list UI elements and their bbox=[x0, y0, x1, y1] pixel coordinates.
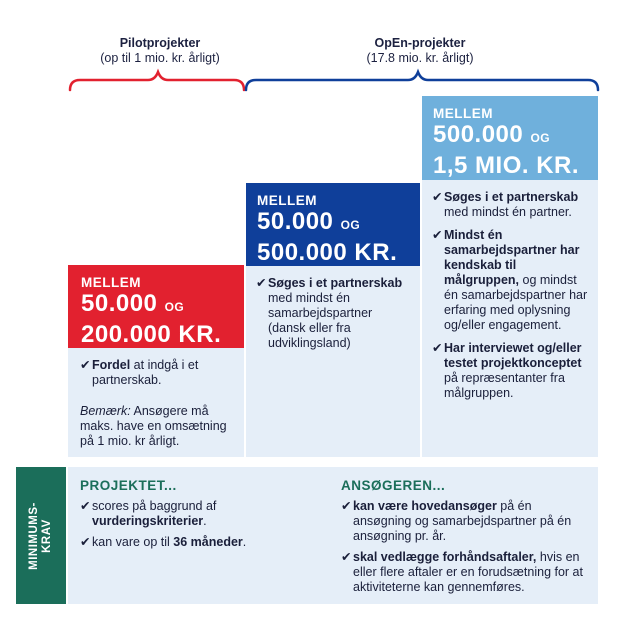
tier1-header bbox=[68, 265, 244, 348]
ansoger-item-2 bbox=[341, 550, 591, 595]
tier2-mellem: MELLEM bbox=[257, 193, 317, 208]
projekt-item-1-post: . bbox=[203, 514, 207, 528]
tier3-item-3-bold: Har interviewet og/eller testet projektkonceptet bbox=[444, 341, 582, 370]
tier2-item-1-text: med mindst én samarbejdspartner (dansk eller fra udviklingsland) bbox=[268, 291, 373, 350]
tier1-from: 50.000 bbox=[81, 290, 158, 317]
tier3-to: 1,5 MIO. KR. bbox=[433, 152, 580, 179]
check-icon: ✔ bbox=[256, 276, 267, 290]
ansoger-item-2-post: hvis en eller flere aftaler er en forudsætning for at aktiviteterne kan gennemføres. bbox=[353, 550, 583, 594]
minimum-sidebar bbox=[16, 467, 66, 604]
check-icon: ✔ bbox=[80, 499, 91, 513]
tier3-item-2-text: og mindst én samarbejdspartner har erfaring med oplysning og/eller engagement. bbox=[444, 273, 588, 332]
tier1-to: 200.000 KR. bbox=[81, 321, 222, 348]
ansoger-item-1-post: på én ansøgning og samarbejdspartner på én ansøgning pr. år. bbox=[353, 499, 572, 543]
bracket-lines bbox=[0, 0, 627, 100]
tier1-item-1-bold: Fordel bbox=[92, 358, 131, 372]
check-icon: ✔ bbox=[432, 341, 443, 355]
ansoger-item-2-bold: skal vedlægge forhåndsaftaler, bbox=[353, 550, 537, 564]
projekt-heading: PROJEKTET... bbox=[80, 478, 177, 493]
tier3-item-1-bold: Søges i et partnerskab bbox=[444, 190, 579, 204]
tier3-og: OG bbox=[530, 131, 551, 145]
tier2-to: 500.000 KR. bbox=[257, 239, 398, 266]
tier1-note-label: Bemærk: bbox=[80, 404, 131, 418]
open-subtitle: (17.8 mio. kr. årligt) bbox=[366, 51, 474, 65]
ansoger-item-1-bold: kan være hovedansøger bbox=[353, 499, 497, 513]
tier3-header bbox=[422, 96, 598, 180]
check-icon: ✔ bbox=[341, 499, 352, 513]
check-icon: ✔ bbox=[80, 358, 91, 372]
tier3-item-1 bbox=[432, 190, 592, 220]
open-bracket bbox=[246, 72, 598, 90]
tier3-from: 500.000 bbox=[433, 121, 524, 148]
tier3-from-line bbox=[433, 121, 598, 152]
pilot-subtitle: (op til 1 mio. kr. årligt) bbox=[100, 51, 220, 65]
tier1-body bbox=[80, 358, 235, 449]
check-icon: ✔ bbox=[341, 550, 352, 564]
projekt-item-2 bbox=[80, 535, 320, 550]
ansoger-section bbox=[341, 478, 591, 603]
minimum-label-line2: KRAV bbox=[41, 518, 53, 553]
minimum-label-line1: MINIMUMS- bbox=[28, 501, 40, 570]
open-title: OpEn-projekter bbox=[374, 36, 466, 50]
tier1-og: OG bbox=[164, 300, 185, 314]
tier1-item-1 bbox=[80, 358, 235, 388]
pilot-title: Pilotprojekter bbox=[119, 36, 201, 50]
tier3-item-2-bold: Mindst én samarbejdspartner har kendskab til målgruppen, bbox=[444, 228, 580, 287]
tier1-from-line bbox=[81, 290, 244, 321]
projekt-section bbox=[80, 478, 320, 558]
projekt-item-1-pre: scores på baggrund af bbox=[92, 499, 217, 513]
tier2-body bbox=[256, 276, 411, 359]
projekt-item-2-bold: 36 måneder bbox=[173, 535, 243, 549]
tier2-og: OG bbox=[340, 218, 361, 232]
check-icon: ✔ bbox=[432, 228, 443, 242]
projekt-item-2-pre: kan vare op til bbox=[92, 535, 174, 549]
tier1-note-text: Ansøgere må maks. have en omsætning på 1 mio. kr årligt. bbox=[80, 404, 227, 448]
tier3-mellem: MELLEM bbox=[433, 106, 493, 121]
ansoger-heading: ANSØGEREN... bbox=[341, 478, 446, 493]
tier3-item-1-text: med mindst én partner. bbox=[444, 205, 572, 219]
tier1-note bbox=[80, 404, 235, 449]
check-icon: ✔ bbox=[432, 190, 443, 204]
ansoger-item-1 bbox=[341, 499, 591, 544]
tier3-item-3-text: på repræsentanter fra målgruppen. bbox=[444, 371, 565, 400]
projekt-item-2-post: . bbox=[242, 535, 247, 549]
projekt-item-1-bold: vurderingskriterier bbox=[92, 514, 204, 528]
pilot-bracket bbox=[70, 72, 244, 90]
tier2-item-1-bold: Søges i et partnerskab bbox=[268, 276, 403, 290]
tier1-mellem: MELLEM bbox=[81, 275, 141, 290]
projekt-item-1 bbox=[80, 499, 320, 529]
check-icon: ✔ bbox=[80, 535, 91, 549]
tier3-item-2 bbox=[432, 228, 592, 333]
tier2-header bbox=[246, 183, 420, 266]
tier3-item-3 bbox=[432, 341, 592, 401]
tier3-body bbox=[432, 190, 592, 409]
tier2-from-line bbox=[257, 208, 420, 239]
tier2-item-1 bbox=[256, 276, 411, 351]
tier1-item-1-text: at indgå i et partnerskab. bbox=[92, 358, 199, 387]
minimum-label bbox=[28, 502, 54, 570]
tier2-from: 50.000 bbox=[257, 208, 334, 235]
